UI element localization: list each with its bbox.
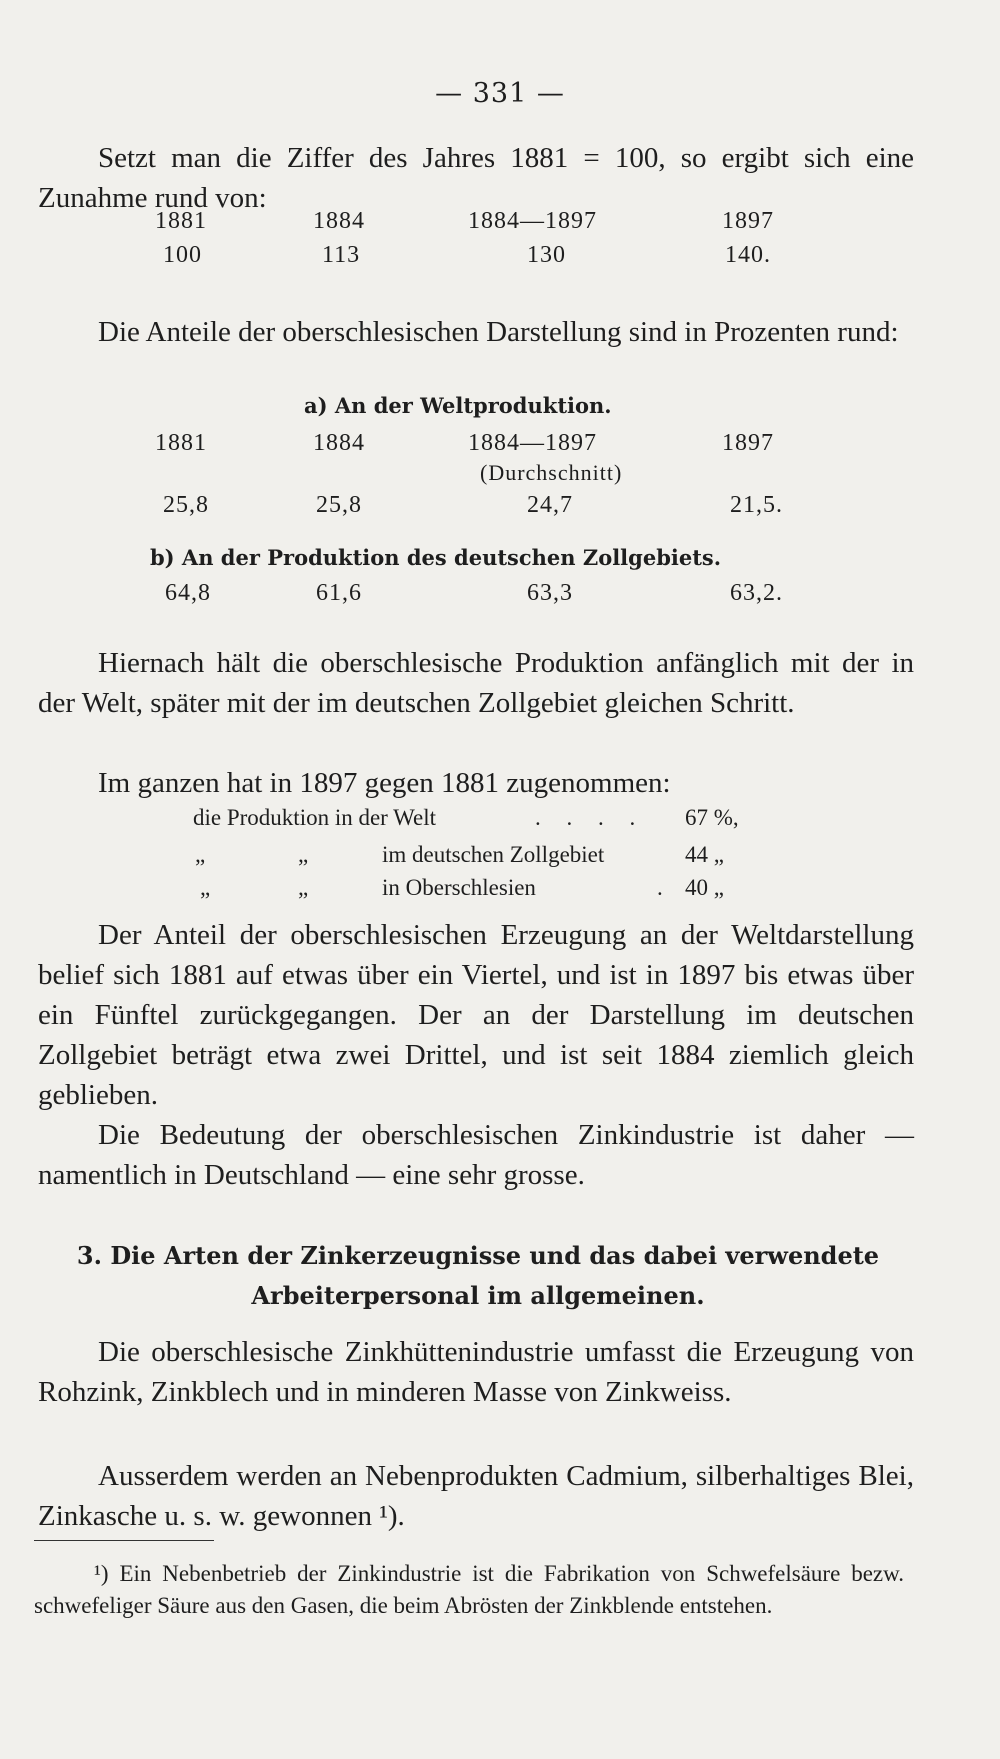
- paragraph-8: Ausserdem werden an Nebenprodukten Cadmium, silberhaltiges Blei, Zinkasche u. s. w. gewonnen ¹).: [38, 1460, 914, 1532]
- table2-value: 24,7: [527, 492, 573, 518]
- table3-value: 61,6: [316, 580, 362, 606]
- table3-value: 63,3: [527, 580, 573, 606]
- section-heading-line-1: 3. Die Arten der Zinkerzeugnisse und das dabei verwendete: [76, 1241, 880, 1270]
- table1-header: 1884: [313, 208, 365, 234]
- paragraph-5: Der Anteil der oberschlesischen Erzeugung an der Weltdarstellung belief sich 1881 auf etwas über ein Viertel, und ist in 1897 bis etwas über ein Fünftel zurückgegangen. Der an der Darstellung im deutschen Zollgebiet beträgt etwa zwei Drittel, und ist seit 1884 ziemlich gleich geblieben.: [38, 919, 914, 1111]
- table2-header: 1884: [313, 430, 365, 456]
- list-dots: .: [657, 875, 663, 900]
- table2-header: 1881: [155, 430, 207, 456]
- table1-value: 140.: [725, 242, 771, 268]
- table2-value: 21,5.: [730, 492, 783, 518]
- section-heading: [48, 1236, 908, 1316]
- section-heading-line-2: Arbeiterpersonal im allgemeinen.: [251, 1281, 705, 1310]
- subheading-a: a) An der Weltproduktion.: [304, 393, 612, 418]
- table2-header: 1897: [722, 430, 774, 456]
- table1-header: 1881: [155, 208, 207, 234]
- table1-header: 1897: [722, 208, 774, 234]
- list-dots: . . . .: [535, 805, 646, 830]
- table1-header: 1884—1897: [468, 208, 597, 234]
- table1-value: 113: [322, 242, 361, 268]
- subheading-b: b) An der Produktion des deutschen Zollgebiets.: [150, 545, 722, 570]
- table3-value: 64,8: [165, 580, 211, 606]
- table2-value: 25,8: [316, 492, 362, 518]
- footnote-rule: [34, 1540, 214, 1541]
- list-value: 40 „: [685, 875, 724, 900]
- page-number: — 331 —: [435, 78, 565, 109]
- footnote: ¹) Ein Nebenbetrieb der Zinkindustrie ist die Fabrikation von Schwefelsäure bezw. schwefeliger Säure aus den Gasen, die beim Abrösten der Zinkblende entstehen.: [34, 1561, 904, 1618]
- list-label: die Produktion in der Welt: [193, 805, 437, 830]
- list-label: im deutschen Zollgebiet: [382, 842, 605, 867]
- paragraph-4: Im ganzen hat in 1897 gegen 1881 zugenommen:: [98, 767, 671, 799]
- table2-subheader: (Durchschnitt): [480, 460, 623, 485]
- table3-value: 63,2.: [730, 580, 783, 606]
- paragraph-3: Hiernach hält die oberschlesische Produktion anfänglich mit der in der Welt, später mit der im deutschen Zollgebiet gleichen Schritt.: [38, 647, 914, 719]
- list-ditto: „: [200, 875, 211, 900]
- list-item: [193, 805, 436, 831]
- table1-value: 130: [527, 242, 566, 268]
- list-ditto: „: [298, 842, 309, 867]
- list-value: 67 %,: [685, 805, 739, 830]
- list-ditto: „: [195, 842, 206, 867]
- list-ditto: „: [298, 875, 309, 900]
- paragraph-6: Die Bedeutung der oberschlesischen Zinkindustrie ist daher — namentlich in Deutschland — eine sehr grosse.: [38, 1119, 914, 1191]
- paragraph-1: Setzt man die Ziffer des Jahres 1881 = 100, so ergibt sich eine Zunahme rund von:: [38, 142, 914, 214]
- list-label: in Oberschlesien: [382, 875, 536, 900]
- table1-value: 100: [163, 242, 202, 268]
- table2-value: 25,8: [163, 492, 209, 518]
- paragraph-2: Die Anteile der oberschlesischen Darstellung sind in Prozenten rund:: [98, 316, 899, 348]
- paragraph-7: Die oberschlesische Zinkhüttenindustrie umfasst die Erzeugung von Rohzink, Zinkblech und in minderen Masse von Zinkweiss.: [38, 1336, 914, 1408]
- list-value: 44 „: [685, 842, 724, 867]
- table2-header: 1884—1897: [468, 430, 597, 456]
